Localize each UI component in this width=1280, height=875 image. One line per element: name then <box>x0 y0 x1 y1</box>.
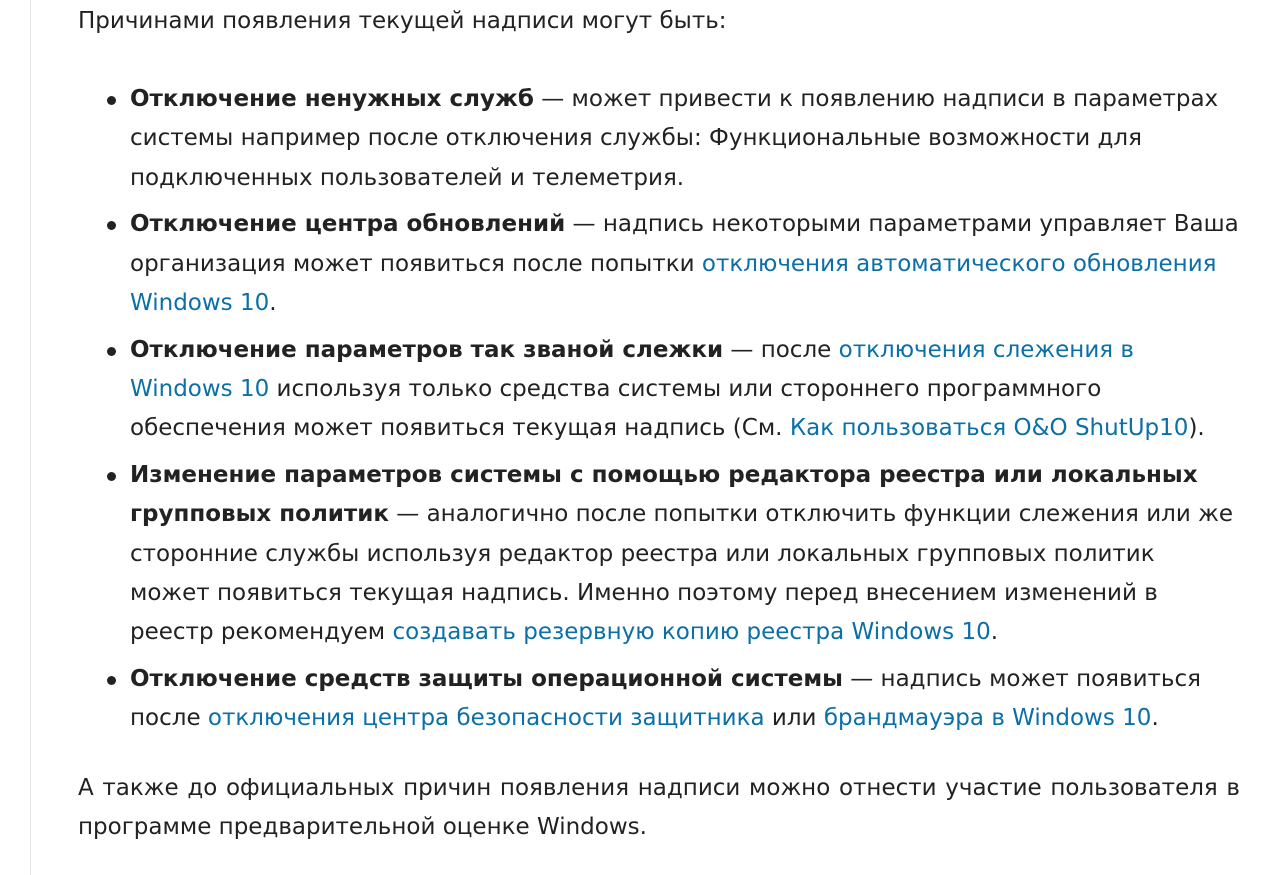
list-item-text: — надпись может появиться после <box>130 666 1201 732</box>
list-item-text: — надпись некоторыми параметрами управляет Ваша организация может появиться после попытки <box>130 211 1239 277</box>
list-item <box>78 456 1240 652</box>
link-defender-security-center[interactable]: отключения центра безопасности защитника <box>207 705 765 732</box>
link-disable-tracking[interactable]: отключения слежения в Windows 10 <box>130 336 1134 403</box>
list-item-tail: . <box>1151 705 1159 732</box>
list-item-tail: . <box>990 619 999 646</box>
bullet-icon <box>107 347 116 356</box>
list-item-title: Отключение параметров так званой слежки <box>130 336 724 363</box>
link-firewall[interactable]: брандмауэра в Windows 10 <box>823 705 1152 732</box>
list-item-title: Отключение центра обновлений <box>130 211 566 238</box>
link-registry-backup[interactable]: создавать резервную копию реестра Windows 10 <box>392 619 991 646</box>
list-item-text: — после <box>723 336 839 363</box>
list-item <box>78 80 1240 198</box>
list-item-title: Отключение ненужных служб <box>130 86 534 112</box>
outro-paragraph: А также до официальных причин появления надписи можно отнести участие пользователя в программе предварительной оценке Windows. <box>78 775 1240 841</box>
list-item <box>78 205 1240 323</box>
bullet-icon <box>107 221 116 230</box>
bullet-icon <box>107 96 116 105</box>
link-oo-shutup10[interactable]: Как пользоваться O&O ShutUp10 <box>789 415 1189 442</box>
list-item-tail: . <box>269 289 277 316</box>
link-disable-auto-update[interactable]: отключения автоматического обновления Windows 10 <box>130 250 1217 316</box>
list-item-title: Отключение средств защиты операционной системы <box>130 666 843 693</box>
bullet-icon <box>107 676 116 685</box>
reasons-list <box>78 80 1240 746</box>
bullet-icon <box>107 472 116 481</box>
list-item <box>78 331 1240 449</box>
list-item-tail: ). <box>1188 415 1205 442</box>
article-content <box>78 2 1240 841</box>
list-item-text: или <box>764 705 824 732</box>
list-item-title: Изменение параметров системы с помощью редактора реестра или локальных групповых политик <box>130 462 1198 528</box>
list-item-text: используя только средства системы или стороннего программного обеспечения может появиться текущая надпись (См. <box>130 376 1102 442</box>
left-border-line <box>30 0 31 875</box>
intro-paragraph: Причинами появления текущей надписи могут быть: <box>78 8 727 34</box>
list-item <box>78 660 1240 739</box>
list-item-text: — может привести к появлению надписи в параметрах системы например после отключения службы: Функциональные возможности для подключенных пользователей и телеметрия. <box>130 86 1219 191</box>
list-item-text: — аналогично после попытки отключить функции слежения или же сторонние службы используя редактор реестра или локальных групповых политик может появиться текущая надпись. Именно поэтому перед внесением изменений в реестр рекомендуем <box>130 501 1233 646</box>
